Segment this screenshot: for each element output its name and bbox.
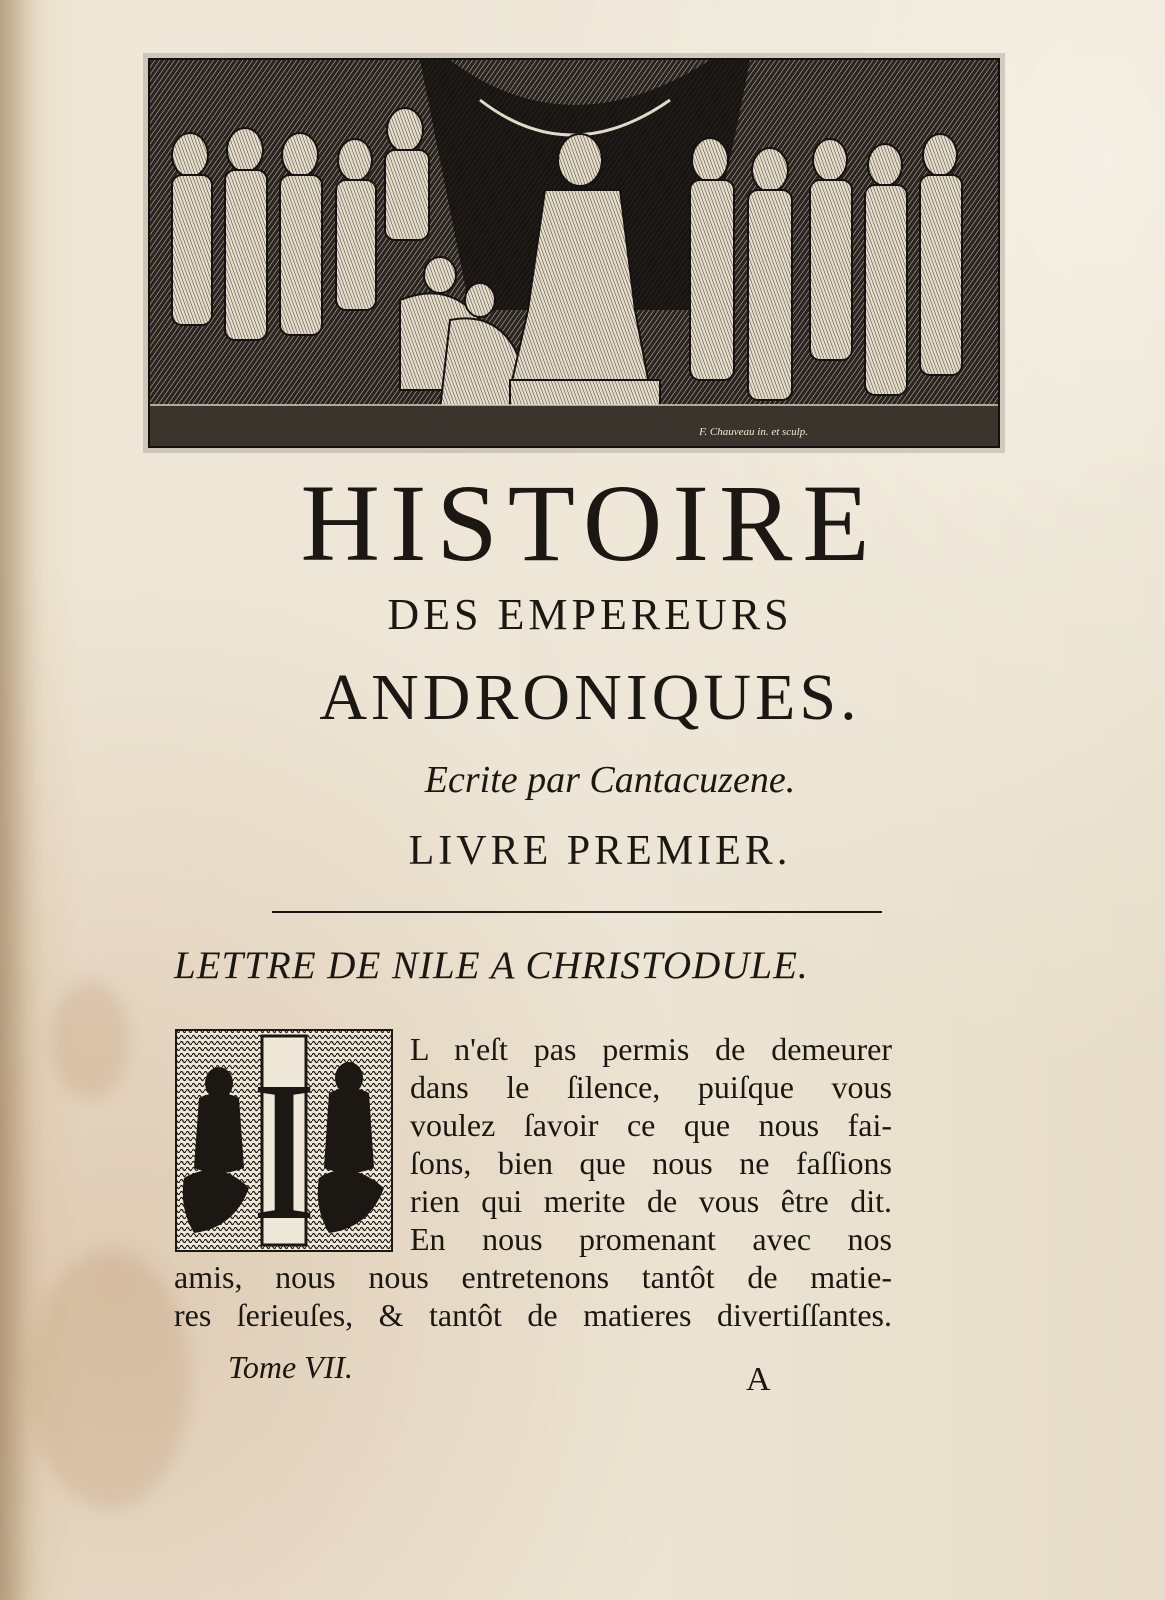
title-line-2: DES EMPEREURS (387, 590, 793, 639)
text-line: rien qui merite de vous être dit. (410, 1183, 892, 1219)
volume-label: Tome VII. (228, 1349, 354, 1385)
engraving-illustration (150, 60, 998, 446)
text-line: voulez ſavoir ce que nous fai- (410, 1107, 892, 1143)
foxing-stain (30, 1250, 190, 1510)
book-heading: LIVRE PREMIER. (408, 828, 792, 874)
text-line: dans le ſilence, puiſque vous (410, 1069, 892, 1105)
text-line: amis, nous nous entretenons tantôt de matie- (174, 1259, 892, 1295)
title-main: HISTOIRE (300, 462, 880, 584)
text-line: ſons, bien que nous ne faſſions (410, 1145, 892, 1181)
historiated-initial (174, 1028, 394, 1253)
signature-mark: A (746, 1361, 771, 1398)
horizontal-rule (272, 911, 882, 913)
text-line: res ſerieuſes, & tantôt de matieres divertiſſantes. (174, 1297, 892, 1333)
author-line: Ecrite par Cantacuzene. (424, 759, 796, 801)
letter-heading: LETTRE DE NILE A CHRISTODULE. (174, 944, 809, 987)
foxing-stain (50, 980, 130, 1100)
text-line: En nous promenant avec nos (410, 1221, 892, 1257)
engraver-signature: F. Chauveau in. et sculp. (699, 426, 808, 438)
headpiece-engraving (148, 58, 1000, 448)
title-line-3: ANDRONIQUES. (319, 661, 861, 734)
text-line: L n'eſt pas permis de demeurer (410, 1031, 892, 1067)
initial-ornament (174, 1028, 394, 1253)
initial-letter: I (250, 1041, 318, 1253)
